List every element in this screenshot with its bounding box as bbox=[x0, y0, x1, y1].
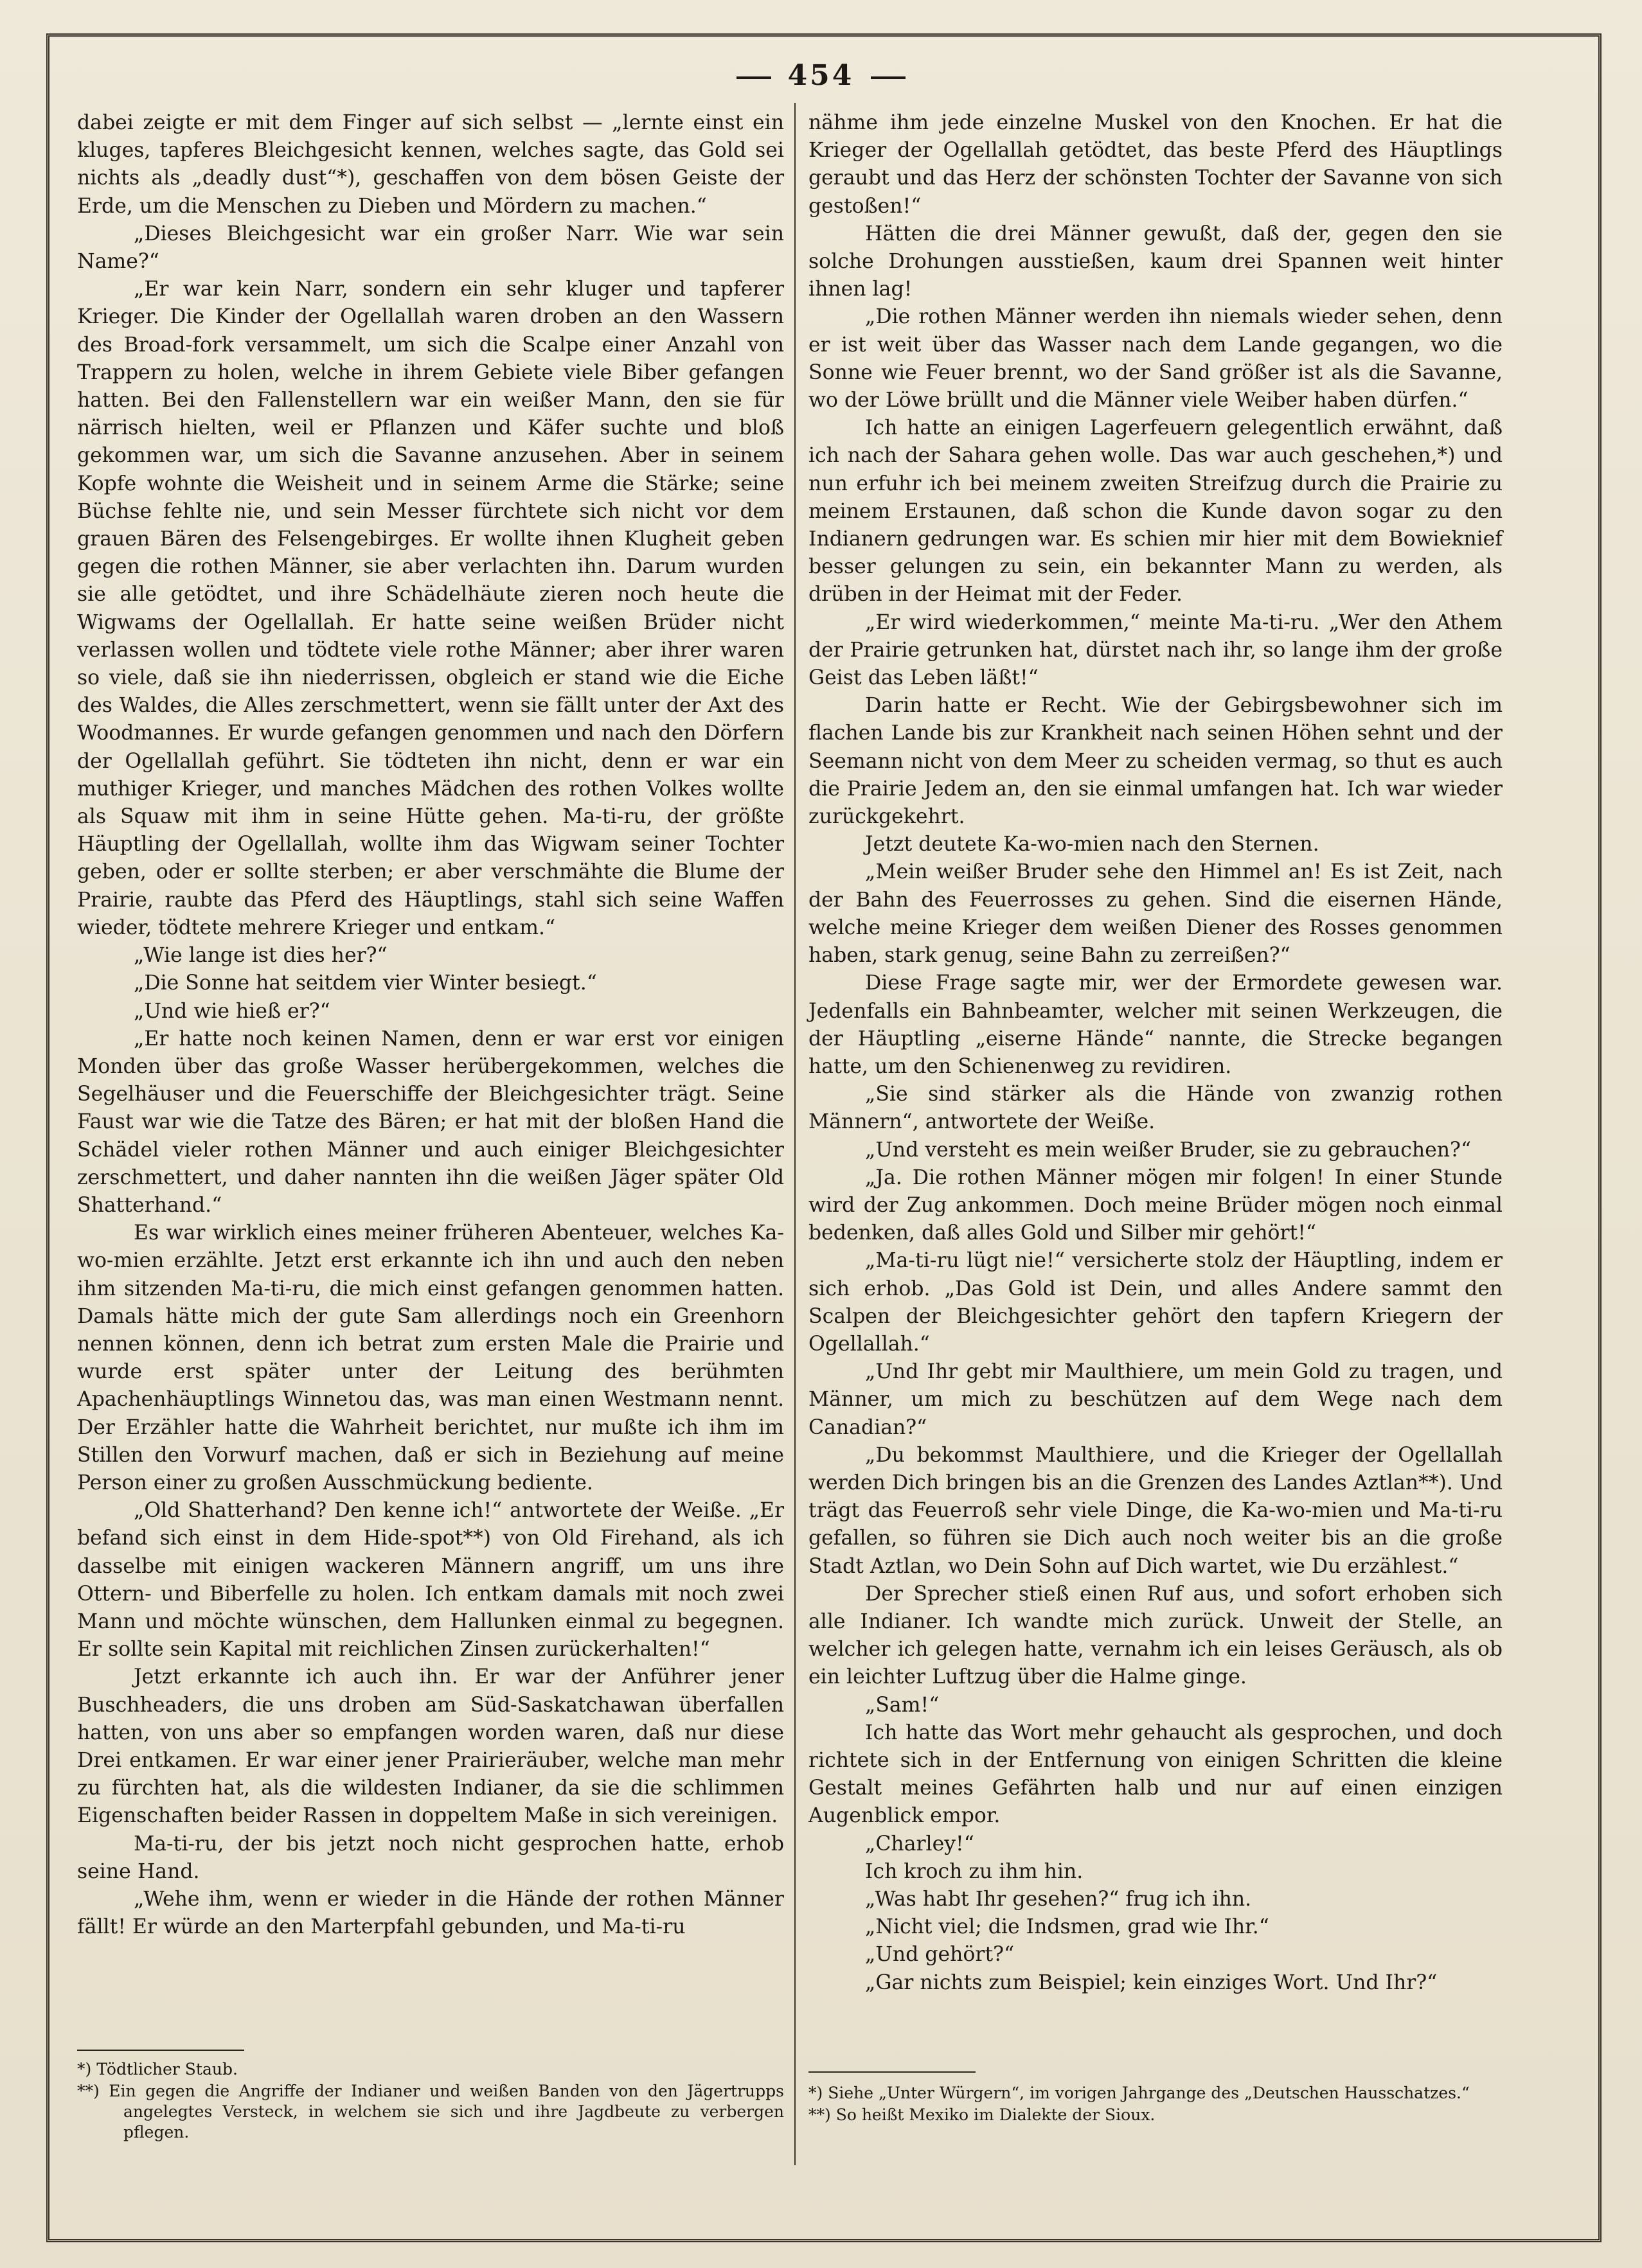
right-column bbox=[808, 109, 1503, 1997]
page-number bbox=[0, 59, 1642, 92]
paragraph: Diese Frage sagte mir, wer der Ermordete gewesen war. Jedenfalls ein Bahnbeamter, welcher mit seinen Werkzeugen, die der Häuptling „eiserne Hände“ nannte, die Strecke begangen hatte, um den Schienenweg zu revidiren. bbox=[808, 971, 1503, 1078]
paragraph: Der Sprecher stieß einen Ruf aus, und sofort erhoben sich alle Indianer. Ich wandte mich zurück. Unweit der Stelle, an welcher ich gelegen hatte, vernahm ich ein leises Geräusch, als ob ein leichter Luftzug über die Halme ginge. bbox=[808, 1582, 1503, 1689]
footnote: *) Tödtlicher Staub. bbox=[77, 2060, 238, 2078]
paragraph: „Mein weißer Bruder sehe den Himmel an! Es ist Zeit, nach der Bahn des Feuerrosses zu gehen. Sind die eisernen Hände, welche meine Krieger dem weißen Diener des Rosses genommen haben, stark genug, seine Bahn zu zerreißen?“ bbox=[808, 860, 1503, 968]
paragraph: „Ja. Die rothen Männer mögen mir folgen! In einer Stunde wird der Zug ankommen. Doch meine Brüder mögen noch einmal bedenken, daß alles Gold und Silber mir gehört!“ bbox=[808, 1165, 1503, 1245]
paragraph: „Ma-ti-ru lügt nie!“ versicherte stolz der Häuptling, indem er sich erhob. „Das Gold ist Dein, und alles Andere sammt den Scalpen der Bleichgesichter gehört den tapfern Kriegern der Ogellallah.“ bbox=[808, 1249, 1503, 1356]
paragraph: dabei zeigte er mit dem Finger auf sich selbst — „lernte einst ein kluges, tapferes Bleichgesicht kennen, welches sagte, das Gold sei nichts als „deadly dust“*), geschaffen von dem bösen Geiste der Erde, um die Menschen zu Dieben und Mördern zu machen.“ bbox=[77, 111, 784, 218]
left-column bbox=[77, 109, 784, 1941]
paragraph: „Wie lange ist dies her?“ bbox=[134, 944, 388, 968]
page-number-text: 454 bbox=[787, 59, 855, 92]
paragraph: „Und versteht es mein weißer Bruder, sie zu gebrauchen?“ bbox=[865, 1138, 1472, 1162]
paragraph: „Und gehört?“ bbox=[865, 1943, 1015, 1967]
paragraph: „Charley!“ bbox=[865, 1832, 974, 1856]
paragraph: „Die Sonne hat seitdem vier Winter besiegt.“ bbox=[134, 971, 597, 995]
footnote: **) Ein gegen die Angriffe der Indianer und weißen Banden von den Jägertrupps angelegtes Versteck, in welchem sie sich und ihre Jagdbeute zu verbergen pflegen. bbox=[77, 2082, 784, 2141]
paragraph: „Die rothen Männer werden ihn niemals wieder sehen, denn er ist weit über das Wasser nach dem Lande gegangen, wo die Sonne wie Feuer brennt, wo der Sand größer ist als die Savanne, wo der Löwe brüllt und die Männer viele Weiber haben dürfen.“ bbox=[808, 305, 1503, 412]
paragraph: Es war wirklich eines meiner früheren Abenteuer, welches Ka-wo-mien erzählte. Jetzt erst erkannte ich ihn und auch den neben ihm sitzenden Ma-ti-ru, die mich einst gefangen genommen hatten. Damals hätte mich der gute Sam allerdings noch ein Greenhorn nennen können, denn ich betrat zum ersten Male die Prairie und wurde erst später unter der Leitung des berühmten Apachenhäuptlings Winnetou das, was man einen Westmann nennt. Der Erzähler hatte die Wahrheit berichtet, nur mußte ich ihm im Stillen den Vorwurf machen, daß er sich in Beziehung auf meine Person einer zu großen Ausschmückung bediente. bbox=[77, 1221, 784, 1494]
paragraph: „Sam!“ bbox=[865, 1693, 940, 1717]
paragraph: Ich hatte an einigen Lagerfeuern gelegentlich erwähnt, daß ich nach der Sahara gehen wolle. Das war auch geschehen,*) und nun erfuhr ich bei meinem zweiten Streifzug durch die Prairie zu meinem Erstaunen, daß schon die Kunde davon sogar zu den Indianern gedrungen war. Es schien mir hier mit dem Bowieknief besser gelungen zu sein, ein bekannter Mann zu werden, als drüben in der Heimat mit der Feder. bbox=[808, 416, 1503, 607]
paragraph: „Und Ihr gebt mir Maulthiere, um mein Gold zu tragen, und Männer, um mich zu beschützen auf dem Wege nach dem Canadian?“ bbox=[808, 1360, 1503, 1439]
paragraph: Ich kroch zu ihm hin. bbox=[865, 1859, 1084, 1883]
paragraph: Jetzt deutete Ka-wo-mien nach den Sternen. bbox=[865, 833, 1319, 856]
paragraph: „Dieses Bleichgesicht war ein großer Narr. Wie war sein Name?“ bbox=[77, 222, 784, 274]
paragraph: „Er war kein Narr, sondern ein sehr kluger und tapferer Krieger. Die Kinder der Ogellallah waren droben an den Wassern des Broad-fork versammelt, um sich die Scalpe einer Anzahl von Trappern zu holen, welche in ihrem Gebiete viele Biber gefangen hatten. Bei den Fallenstellern war ein weißer Mann, den sie für närrisch hielten, weil er Pflanzen und Käfer suchte und bloß gekommen war, um sich die Savanne anzusehen. Aber in seinem Kopfe wohnte die Weisheit und in seinem Arme die Stärke; seine Büchse fehlte nie, und sein Messer fürchtete sich nicht vor dem grauen Bären des Felsengebirges. Er wollte ihnen Klugheit geben gegen die rothen Männer, sie aber verlachten ihn. Darum wurden sie alle getödtet, und ihre Schädelhäute zieren noch heute die Wigwams der Ogellallah. Er hatte seine weißen Brüder nicht verlassen wollen und tödtete viele rothe Männer; aber ihrer waren so viele, daß sie ihn niederrissen, obgleich er stand wie die Eiche des Waldes, die Alles zerschmettert, wenn sie fällt unter der Axt des Woodmannes. Er wurde gefangen genommen und nach den Dörfern der Ogellallah geführt. Sie tödteten ihn nicht, denn er war ein muthiger Krieger, und manches Mädchen des rothen Volkes wollte als Squaw mit ihm in seine Hütte gehen. Ma-ti-ru, der größte Häuptling der Ogellallah, wollte ihm das Wigwam seiner Tochter geben, oder er sollte sterben; er aber verschmähte die Blume der Prairie, raubte das Pferd des Häuptlings, stahl sich seine Waffen wieder, tödtete mehrere Krieger und entkam.“ bbox=[77, 278, 784, 939]
paragraph: „Gar nichts zum Beispiel; kein einziges Wort. Und Ihr?“ bbox=[865, 1971, 1438, 1994]
paragraph: Jetzt erkannte ich auch ihn. Er war der Anführer jener Buschheaders, die uns droben am Süd-Saskatchawan überfallen hatten, von uns aber so empfangen worden waren, daß nur diese Drei entkamen. Er war einer jener Prairieräuber, welche man mehr zu fürchten hat, als die wildesten Indianer, da sie die schlimmen Eigenschaften beider Rassen in doppeltem Maße in sich vereinigen. bbox=[77, 1665, 784, 1828]
footnotes-right bbox=[808, 2083, 1503, 2127]
paragraph: „Was habt Ihr gesehen?“ frug ich ihn. bbox=[865, 1888, 1252, 1911]
paragraph: nähme ihm jede einzelne Muskel von den Knochen. Er hat die Krieger der Ogellallah getödtet, das beste Pferd des Häuptlings geraubt und das Herz der schönsten Tochter der Savanne von sich gestoßen!“ bbox=[808, 111, 1503, 218]
dash-left bbox=[736, 76, 771, 79]
column-divider bbox=[794, 103, 796, 2165]
paragraph: „Er hatte noch keinen Namen, denn er war erst vor einigen Monden über das große Wasser herübergekommen, welches die Segelhäuser und die Feuerschiffe der Bleichgesichter trägt. Seine Faust war wie die Tatze des Bären; er hat mit der bloßen Hand die Schädel vieler rothen Männer und auch einiger Bleichgesichter zerschmettert, und daher nannten ihn die weißen Jäger später Old Shatterhand.“ bbox=[77, 1027, 784, 1217]
paragraph: „Und wie hieß er?“ bbox=[134, 999, 330, 1023]
paragraph: Ich hatte das Wort mehr gehaucht als gesprochen, und doch richtete sich in der Entfernung von einigen Schritten die kleine Gestalt meines Gefährten halb und nur auf einen einzigen Augenblick empor. bbox=[808, 1721, 1503, 1828]
paragraph: „Nicht viel; die Indsmen, grad wie Ihr.“ bbox=[865, 1915, 1269, 1939]
paragraph: Darin hatte er Recht. Wie der Gebirgsbewohner sich im flachen Lande bis zur Krankheit nach seinen Höhen sehnt und der Seemann nicht von dem Meer zu scheiden vermag, so thut es auch die Prairie Jedem an, den sie einmal umfangen hat. Ich war wieder zurückgekehrt. bbox=[808, 694, 1503, 829]
footnotes-left bbox=[77, 2059, 784, 2144]
paragraph: Hätten die drei Männer gewußt, daß der, gegen den sie solche Drohungen ausstießen, kaum drei Spannen weit hinter ihnen lag! bbox=[808, 222, 1503, 301]
paragraph: „Old Shatterhand? Den kenne ich!“ antwortete der Weiße. „Er befand sich einst in dem Hide-spot**) von Old Firehand, als ich dasselbe mit einigen wackeren Männern angriff, um uns ihre Ottern- und Biberfelle zu holen. Ich entkam damals mit noch zwei Mann und möchte wünschen, dem Hallunken einmal zu begegnen. Er sollte sein Kapital mit reichlichen Zinsen zurückerhalten!“ bbox=[77, 1499, 784, 1661]
footnote-rule-right bbox=[808, 2071, 976, 2073]
paragraph: Ma-ti-ru, der bis jetzt noch nicht gesprochen hatte, erhob seine Hand. bbox=[77, 1832, 784, 1883]
footnote: **) So heißt Mexiko im Dialekte der Sioux. bbox=[808, 2105, 1156, 2124]
paragraph: „Du bekommst Maulthiere, und die Krieger der Ogellallah werden Dich bringen bis an die Grenzen des Landes Aztlan**). Und trägt das Feuerroß sehr viele Dinge, die Ka-wo-mien und Ma-ti-ru gefallen, so führen sie Dich auch noch weiter bis an die große Stadt Aztlan, wo Dein Sohn auf Dich wartet, wie Du erzählest.“ bbox=[808, 1443, 1503, 1578]
paragraph: „Er wird wiederkommen,“ meinte Ma-ti-ru. „Wer den Athem der Prairie getrunken hat, dürstet nach ihr, so lange ihm der große Geist das Leben läßt!“ bbox=[808, 610, 1503, 690]
footnote: *) Siehe „Unter Würgern“, im vorigen Jahrgange des „Deutschen Hausschatzes.“ bbox=[808, 2084, 1470, 2102]
paragraph: „Sie sind stärker als die Hände von zwanzig rothen Männern“, antwortete der Weiße. bbox=[808, 1083, 1503, 1134]
footnote-rule-left bbox=[77, 2050, 244, 2051]
paragraph: „Wehe ihm, wenn er wieder in die Hände der rothen Männer fällt! Er würde an den Marterpfahl gebunden, und Ma-ti-ru bbox=[77, 1888, 784, 1939]
dash-right bbox=[871, 76, 906, 79]
